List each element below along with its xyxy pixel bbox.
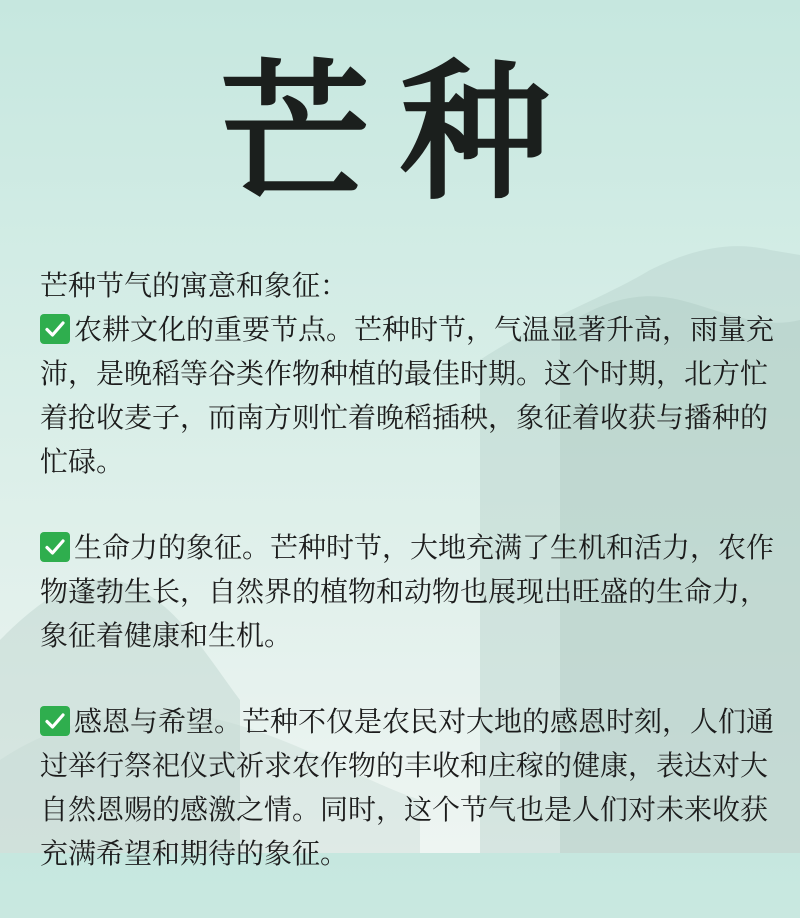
paragraph-vitality xyxy=(40,526,776,658)
paragraph-farming xyxy=(40,308,776,484)
article-body xyxy=(40,264,776,918)
check-mark-icon xyxy=(40,314,70,344)
page-title: 芒种 xyxy=(219,45,580,221)
subtitle: 芒种节气的寓意和象征： xyxy=(40,269,349,302)
paragraph-gratitude xyxy=(40,700,776,876)
paragraph-text: 感恩与希望。芒种不仅是农民对大地的感恩时刻，人们通过举行祭祀仪式祈求农作物的丰收和庄稼的健康，表达对大自然恩赐的感激之情。同时，这个节气也是人们对未来收获充满希望和期待的象征。 xyxy=(40,705,775,870)
paragraph-text: 生命力的象征。芒种时节，大地充满了生机和活力，农作物蓬勃生长，自然界的植物和动物也展现出旺盛的生命力，象征着健康和生机。 xyxy=(40,531,775,652)
check-mark-icon xyxy=(40,532,70,562)
paragraph-text: 农耕文化的重要节点。芒种时节，气温显著升高，雨量充沛，是晚稻等谷类作物种植的最佳时期。这个时期，北方忙着抢收麦子，而南方则忙着晚稻插秧，象征着收获与播种的忙碌。 xyxy=(40,313,775,478)
check-mark-icon xyxy=(40,706,70,736)
